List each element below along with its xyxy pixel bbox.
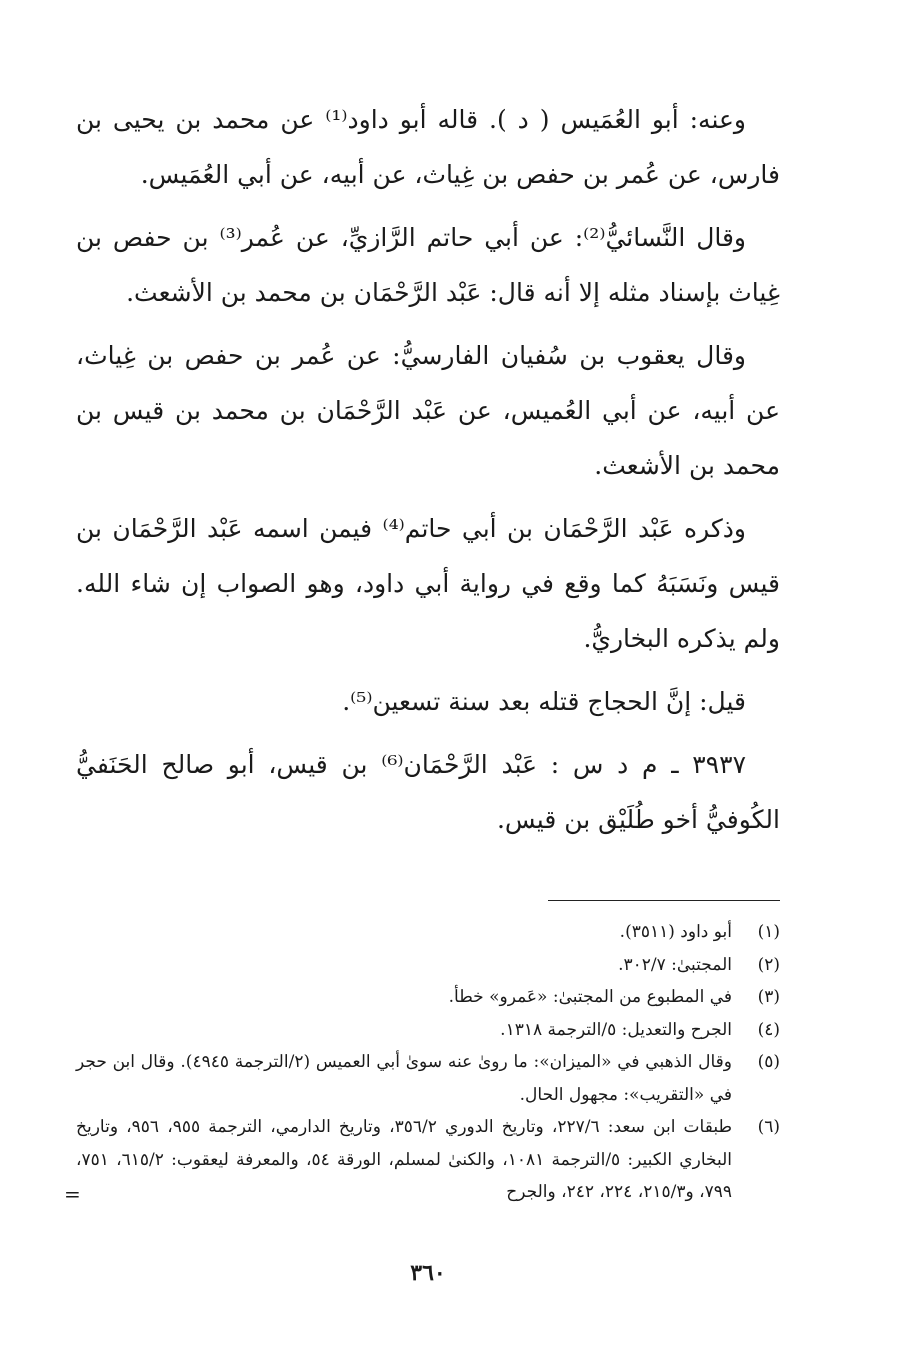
footnote-text: أبو داود (٣٥١١). [619,922,732,942]
footnote-number: (٥) [757,1052,780,1072]
footnote-text: الجرح والتعديل: ٥/الترجمة ١٣١٨. [500,1019,732,1040]
page-number: ٣٦٠ [410,1260,446,1286]
paragraph: وقال النَّسائيُّ⁽²⁾: عن أبي حاتم الرَّازيِّ، عن عُمر⁽³⁾ بن حفص بن غِياث بإسناد مثله إلا أنه قال: عَبْد الرَّحْمَان بن محمد بن الأشعث. [76,223,780,307]
footnote-text: في المطبوع من المجتبىٰ: «عَمرو» خطأ. [448,987,732,1007]
main-text [76,92,780,847]
footnote-number: (٦) [757,1117,780,1137]
footnote [76,1046,780,1111]
footnote [76,916,780,949]
footnote-number: (٤) [757,1019,780,1040]
book-page [64,92,780,1312]
footnote-text: طبقات ابن سعد: ٢٢٧/٦، وتاريخ الدوري ٣٥٦/٢، وتاريخ الدارمي، الترجمة ٩٥٥، ٩٥٦، وتاريخ البخاري الكبير: ٥/الترجمة ١٠٨١، والكنىٰ لمسلم، الورقة ٥٤، والمعرفة ليعقوب: ٦١٥/٢، ٧٥١، ٧٩٩، و٢١٥/٣، ٢٢٤، ٢٤٢، والجرح [76,1117,733,1202]
paragraph: وعنه: أبو العُمَيس ( د ). قاله أبو داود⁽¹⁾ عن محمد بن يحيى بن فارس، عن عُمر بن حفص بن غِياث، عن أبيه، عن أبي العُمَيس. [76,105,780,189]
footnote [76,949,780,982]
footnote-separator [548,900,780,901]
continuation-mark: = [64,1182,81,1206]
footnote-text: المجتبىٰ: ٣٠٢/٧. [618,954,732,975]
footnote-text: وقال الذهبي في «الميزان»: ما روىٰ عنه سوىٰ أبي العميس (٢/الترجمة ٤٩٤٥). وقال ابن حجر في «التقريب»: مجهول الحال. [76,1052,732,1105]
footnote-number: (٣) [757,987,780,1007]
footnote [76,1014,780,1047]
footnote [76,1111,780,1209]
biography-entry: ٣٩٣٧ ـ م د س : عَبْد الرَّحْمَان⁽⁶⁾ بن قيس، أبو صالح الحَنَفيُّ الكُوفيُّ أخو طُلَيْق بن قيس. [76,750,780,834]
footnotes [76,916,780,1209]
footnote-number: (١) [757,922,780,942]
paragraph: قيل: إنَّ الحجاج قتله بعد سنة تسعين⁽⁵⁾. [342,687,746,716]
footnote-number: (٢) [757,954,780,975]
paragraph: وذكره عَبْد الرَّحْمَان بن أبي حاتم⁽⁴⁾ فيمن اسمه عَبْد الرَّحْمَان بن قيس ونَسَبَهُ كما وقع في رواية أبي داود، وهو الصواب إن شاء الله. ولم يذكره البخاريُّ. [76,514,780,653]
footnote [76,981,780,1014]
paragraph: وقال يعقوب بن سُفيان الفارسيُّ: عن عُمر بن حفص بن غِياث، عن أبيه، عن أبي العُميس، عن عَبْد الرَّحْمَان بن محمد بن قيس بن محمد بن الأشعث. [76,341,780,480]
